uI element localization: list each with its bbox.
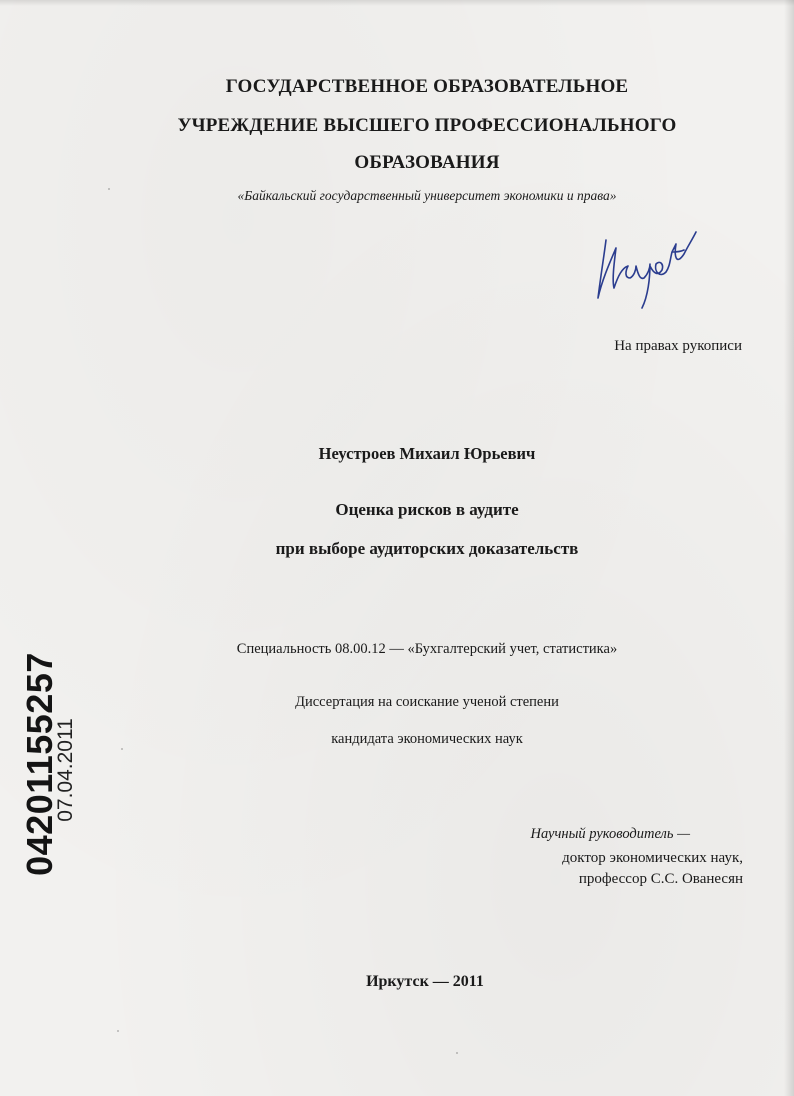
advisor-degree: доктор экономических наук, — [562, 850, 743, 866]
handwritten-signature — [592, 222, 702, 312]
archive-code: 04201155257 — [19, 652, 60, 876]
archive-date: 07.04.2011 — [54, 718, 77, 822]
university-name: «Байкальский государственный университет экономики и права» — [237, 188, 617, 203]
scan-speck — [121, 748, 123, 750]
degree-line-2: кандидата экономических наук — [331, 731, 523, 747]
advisor-label: Научный руководитель — — [530, 826, 690, 842]
scan-speck — [456, 1052, 458, 1054]
advisor-name: профессор С.С. Ованесян — [578, 871, 743, 887]
dissertation-title-line-2: при выборе аудиторских доказательств — [275, 539, 579, 558]
scan-speck — [117, 1030, 119, 1032]
specialty: Специальность 08.00.12 — «Бухгалтерский учет, статистика» — [236, 641, 618, 657]
organization-line-3: ОБРАЗОВАНИЯ — [354, 152, 500, 173]
archive-stamp — [8, 648, 78, 878]
scan-speck — [108, 188, 110, 190]
manuscript-note: На правах рукописи — [614, 338, 742, 354]
organization-line-2: УЧРЕЖДЕНИЕ ВЫСШЕГО ПРОФЕССИОНАЛЬНОГО — [177, 115, 677, 136]
scan-edge-top — [0, 0, 794, 6]
city-year: Иркутск — 2011 — [366, 973, 484, 990]
dissertation-title-line-1: Оценка рисков в аудите — [335, 500, 519, 519]
degree-line-1: Диссертация на соискание ученой степени — [295, 694, 559, 710]
author-name: Неустроев Михаил Юрьевич — [318, 444, 536, 463]
organization-line-1: ГОСУДАРСТВЕННОЕ ОБРАЗОВАТЕЛЬНОЕ — [225, 76, 629, 97]
